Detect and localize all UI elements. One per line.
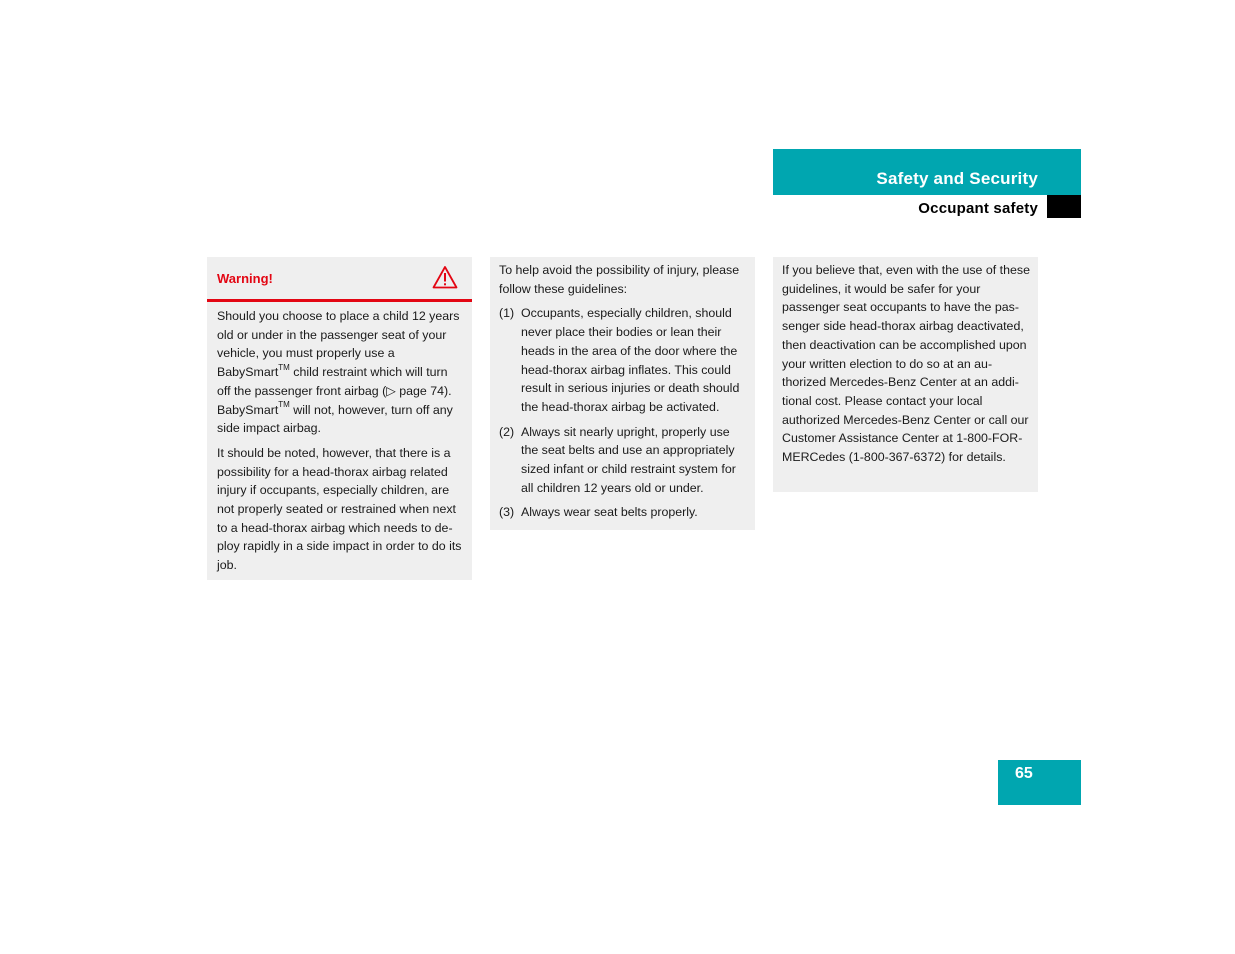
list-item [499, 304, 746, 416]
trademark-mark: TM [278, 362, 290, 372]
warning-label: Warning! [217, 271, 273, 286]
guidelines-box [490, 257, 755, 530]
section-marker [1047, 195, 1081, 218]
warning-body [207, 302, 472, 575]
warning-box [207, 257, 472, 580]
warning-paragraph-2: It should be noted, however, that there is a possibility for a head-thorax airbag related injury if occupants, especially children, are not properly seated or restrained when next to a head-thorax airbag which needs to de-ploy rapidly in a side impact in order to do its job. [217, 445, 462, 573]
deactivation-text: If you believe that, even with the use of these guidelines, it would be safer for your passenger seat occupants to have the pas-senger side head-thorax airbag deactivated, then deactivation can be accomplished upon your written election to do so at an au-thorized Mercedes-Benz Center at an addi-tional cost. Please contact your local authorized Mercedes-Benz Center or call our Customer Assistance Center at 1-800-FOR-MERCedes (1-800-367-6372) for details. [782, 263, 1030, 465]
list-item [499, 503, 746, 522]
section-header-bar [773, 149, 1081, 195]
list-item-text: Occupants, especially children, should never place their bodies or lean their heads in the area of the door where the head-thorax airbag inflates. This could result in serious injuries or death should the head-thorax airbag be activated. [521, 306, 740, 414]
list-item-text: Always wear seat belts properly. [521, 505, 698, 520]
section-title: Safety and Security [876, 169, 1038, 188]
trademark-mark: TM [278, 400, 290, 410]
list-item [499, 423, 746, 498]
list-item-number: (3) [499, 505, 515, 520]
warning-text: child restraint which will turn off the passenger front airbag ( [217, 365, 448, 398]
warning-paragraph-1 [217, 307, 462, 438]
list-item-number: (1) [499, 306, 515, 321]
list-item-text: Always sit nearly upright, properly use the seat belts and use an appropriately sized infant or child restraint system for all children 12 years old or under. [521, 424, 736, 495]
subsection-title: Occupant safety [918, 200, 1038, 217]
deactivation-info-box [773, 257, 1038, 492]
page-reference-arrow-icon: ▷ [386, 383, 396, 398]
page-reference-text: page 74). BabySmart [217, 383, 452, 417]
warning-header [207, 257, 472, 302]
list-item-number: (2) [499, 424, 515, 439]
warning-text: will not, however, turn off any side impact airbag. [217, 402, 453, 436]
guidelines-intro: To help avoid the possibility of injury, please follow these guidelines: [499, 263, 740, 296]
warning-text: Should you choose to place a child 12 years old or under in the passenger seat of your vehicle, you must properly use a BabySmart [217, 309, 460, 380]
page-number-tab [998, 760, 1081, 805]
warning-triangle-icon [432, 265, 458, 289]
page-number: 65 [1015, 765, 1033, 782]
